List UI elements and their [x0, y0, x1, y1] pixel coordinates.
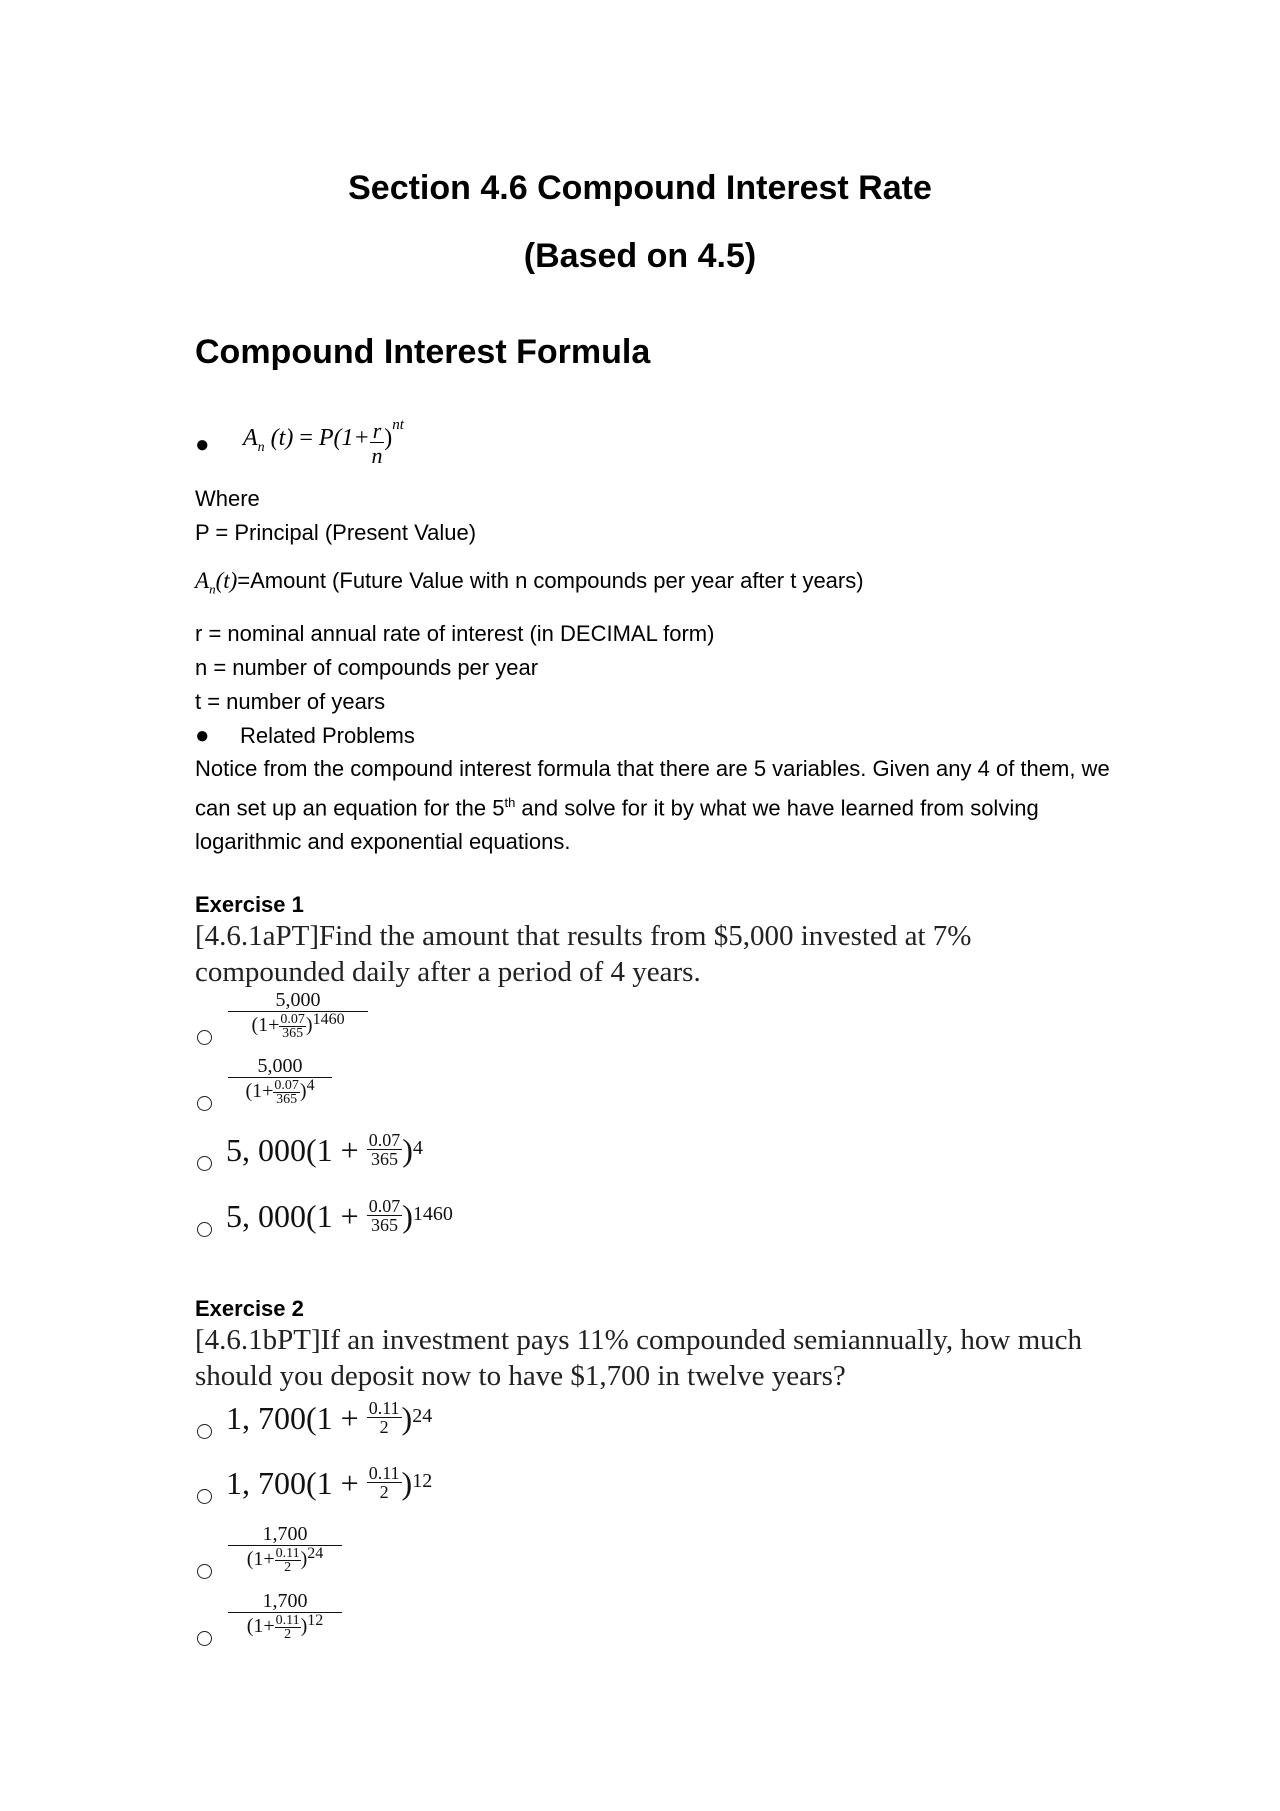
exercise-2-choice-b[interactable]: 1, 700(1 + $\frac{0.11}{2}$ )$^{12}$: [226, 1463, 433, 1503]
exercise-1-choice-a[interactable]: 5,000 (1+ $\frac{0.07}{365}$ )$^{1460}$: [228, 990, 368, 1040]
exercise-1-problem: [4.6.1aPT]Find the amount that results from $5,000 invested at 7% compounded daily after a period of 4 years.: [195, 920, 972, 988]
exercise-2-choice-c[interactable]: 1,700 (1+ $\frac{0.11}{2}$ )$^{24}$: [228, 1524, 342, 1574]
section-heading: Compound Interest Formula: [195, 333, 651, 371]
exercise-2-choice-a-radio[interactable]: [197, 1424, 212, 1439]
definition-principal: P = Principal (Present Value): [195, 520, 477, 545]
exercise-2-choice-d-radio[interactable]: [197, 1631, 212, 1646]
exercise-1-choice-a-radio[interactable]: [197, 1030, 212, 1045]
definition-rate: r = nominal annual rate of interest (in DECIMAL form): [195, 621, 715, 646]
exercise-2-choice-d[interactable]: 1,700 (1+ $\frac{0.11}{2}$ )$^{12}$: [228, 1591, 342, 1641]
exercise-1-choice-d-radio[interactable]: [197, 1222, 212, 1237]
compound-interest-formula: $A_n$ (t) = P(1+ $\frac{r}{n}$ )$^{nt}$: [243, 417, 404, 468]
notice-paragraph: Notice from the compound interest formula that there are 5 variables. Given any 4 of them, we can set up an equation for the 5th and solve for it by what we have learned from solving logarithmic and exponential equations.: [195, 756, 1110, 855]
definition-compounds: n = number of compounds per year: [195, 655, 539, 680]
exercise-2-title: Exercise 2: [195, 1296, 304, 1321]
exercise-2-choice-a[interactable]: 1, 700(1 + $\frac{0.11}{2}$ )$^{24}$: [226, 1398, 433, 1438]
where-label: Where: [195, 486, 260, 511]
page-title: Section 4.6 Compound Interest Rate: [348, 169, 932, 207]
definition-years: t = number of years: [195, 689, 386, 714]
exercise-1-choice-c-radio[interactable]: [197, 1156, 212, 1171]
related-problems-label: Related Problems: [240, 723, 415, 748]
exercise-2-choice-b-radio[interactable]: [197, 1489, 212, 1504]
exercise-2-choice-c-radio[interactable]: [197, 1564, 212, 1579]
page-subtitle: (Based on 4.5): [523, 237, 757, 275]
exercise-1-choice-b-radio[interactable]: [197, 1096, 212, 1111]
exercise-2-problem: [4.6.1bPT]If an investment pays 11% compounded semiannually, how much should you deposit now to have $1,700 in twelve years?: [195, 1324, 1083, 1392]
exercise-1-choice-c[interactable]: 5, 000(1 + $\frac{0.07}{365}$ )$^4$: [226, 1130, 423, 1170]
exercise-1-choice-b[interactable]: 5,000 (1+ $\frac{0.07}{365}$ )$^4$: [228, 1056, 332, 1106]
bullet-dot: ●: [195, 431, 210, 458]
exercise-1-choice-d[interactable]: 5, 000(1 + $\frac{0.07}{365}$ )$^{1460}$: [226, 1196, 453, 1236]
bullet-dot: ●: [195, 722, 210, 749]
exercise-1-title: Exercise 1: [195, 892, 304, 917]
definition-amount: $A_n(t)=Amount$ (Future Value with n compounds per year after t years): [195, 568, 864, 597]
